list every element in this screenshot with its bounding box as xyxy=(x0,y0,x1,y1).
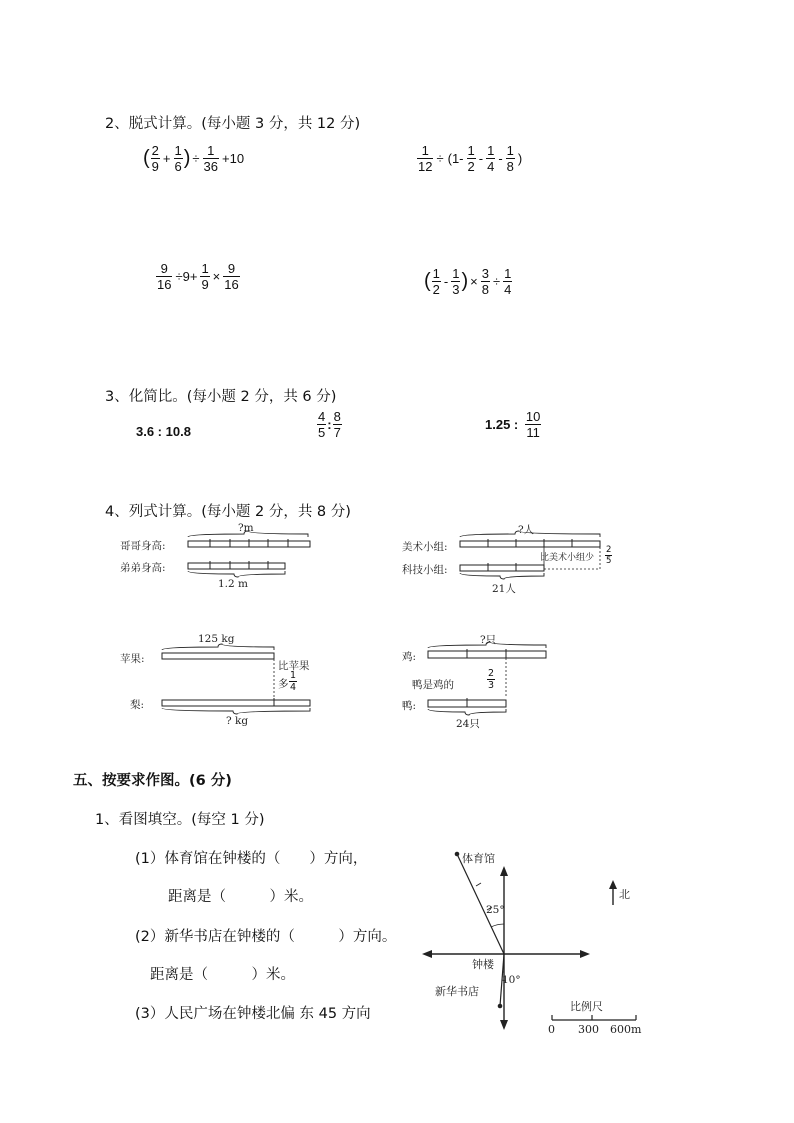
diagram-3-bottom-label: ? kg xyxy=(226,715,249,727)
map-scale-300: 300 xyxy=(578,1023,599,1036)
diagram-3-note-2: 多 xyxy=(278,678,289,690)
question-2-direction: (2）新华书店在钟楼的（ ）方向。 xyxy=(135,929,397,945)
diagram-1-row1-label: 哥哥身高: xyxy=(120,540,166,552)
diagram-4-note: 鸭是鸡的 xyxy=(412,679,454,691)
map-scale-600m: 600m xyxy=(610,1023,642,1036)
question-3-statement: (3）人民广场在钟楼北偏 东 45 方向 xyxy=(135,1006,371,1022)
diagram-3-top-label: 125 kg xyxy=(198,633,235,645)
diagram-3-row2-label: 梨: xyxy=(130,699,145,711)
diagram-1-row2-label: 弟弟身高: xyxy=(120,562,166,574)
diagram-4-fraction: $\frac{2}{3}$ xyxy=(488,668,495,691)
subsection-1-title: 1、看图填空。(每空 1 分) xyxy=(95,812,265,828)
expression-2-4: ( $\frac{1}{2}$ - $\frac{1}{3}$ ) × $\frac{3}{8}$ ÷ $\frac{1}{4}$ xyxy=(424,266,512,297)
diagram-1-bottom-label: 1.2 m xyxy=(218,578,248,590)
diagram-2-bottom-label: 21人 xyxy=(492,583,516,595)
expression-2-3: $\frac{9}{16}$ ÷9+ $\frac{1}{9}$ × $\frac{9}{16}$ xyxy=(157,261,239,292)
diagram-2-fraction: $\frac{2}{5}$ xyxy=(606,545,612,566)
section-2-title: 2、脱式计算。(每小题 3 分，共 12 分) xyxy=(105,116,361,132)
line-diagram-heights xyxy=(118,522,328,595)
diagram-1-top-label: ?m xyxy=(238,522,254,534)
question-2-distance: 距离是（ ）米。 xyxy=(150,967,295,983)
section-4-title: 4、列式计算。(每小题 2 分，共 8 分) xyxy=(105,504,351,520)
map-gym-label: 体育馆 xyxy=(462,852,495,865)
expression-2-1: ( $\frac{2}{9}$ + $\frac{1}{6}$ ) ÷ $\frac{1}{36}$ +10 xyxy=(143,143,245,174)
line-diagram-fruits xyxy=(118,630,328,730)
expression-2-2: $\frac{1}{12}$ ÷ (1- $\frac{1}{2}$ - $\frac{1}{4}$ - $\frac{1}{8}$ ) xyxy=(418,143,523,174)
map-north-label: 北 xyxy=(619,888,630,901)
ratio-3: 1.25 : $\frac{10}{11}$ xyxy=(485,409,541,440)
direction-map xyxy=(420,840,660,1040)
section-5-title: 五、按要求作图。(6 分) xyxy=(73,773,232,789)
map-bell-tower-label: 钟楼 xyxy=(472,958,494,971)
diagram-2-note: 比美术小组少 xyxy=(540,553,595,563)
map-scale-title: 比例尺 xyxy=(570,1000,603,1013)
diagram-2-top-label: ?人 xyxy=(518,524,535,536)
question-1-distance: 距离是（ ）米。 xyxy=(168,889,313,905)
diagram-2-row2-label: 科技小组: xyxy=(402,564,448,576)
map-angle-10: 10° xyxy=(502,974,521,986)
line-diagram-poultry xyxy=(400,630,560,730)
ratio-2: $\frac{4}{5}$ : $\frac{8}{7}$ xyxy=(318,409,341,440)
question-1-direction: (1）体育馆在钟楼的（ ）方向， xyxy=(135,851,368,867)
section-3-title: 3、化简比。(每小题 2 分，共 6 分) xyxy=(105,389,337,405)
diagram-3-row1-label: 苹果: xyxy=(120,653,145,665)
map-angle-25: 25° xyxy=(486,904,505,916)
diagram-4-bottom-label: 24只 xyxy=(456,718,480,730)
diagram-4-row1-label: 鸡: xyxy=(402,651,417,663)
diagram-2-row1-label: 美术小组: xyxy=(402,541,448,553)
map-bookstore-label: 新华书店 xyxy=(435,985,479,998)
diagram-3-note-1: 比苹果 xyxy=(278,660,310,672)
map-scale-0: 0 xyxy=(548,1023,555,1036)
diagram-4-top-label: ?只 xyxy=(480,634,497,646)
diagram-3-fraction: $\frac{1}{4}$ xyxy=(290,670,297,693)
diagram-4-row2-label: 鸭: xyxy=(402,700,417,712)
line-diagram-groups xyxy=(400,525,630,600)
ratio-1: 3.6 : 10.8 xyxy=(136,424,191,439)
